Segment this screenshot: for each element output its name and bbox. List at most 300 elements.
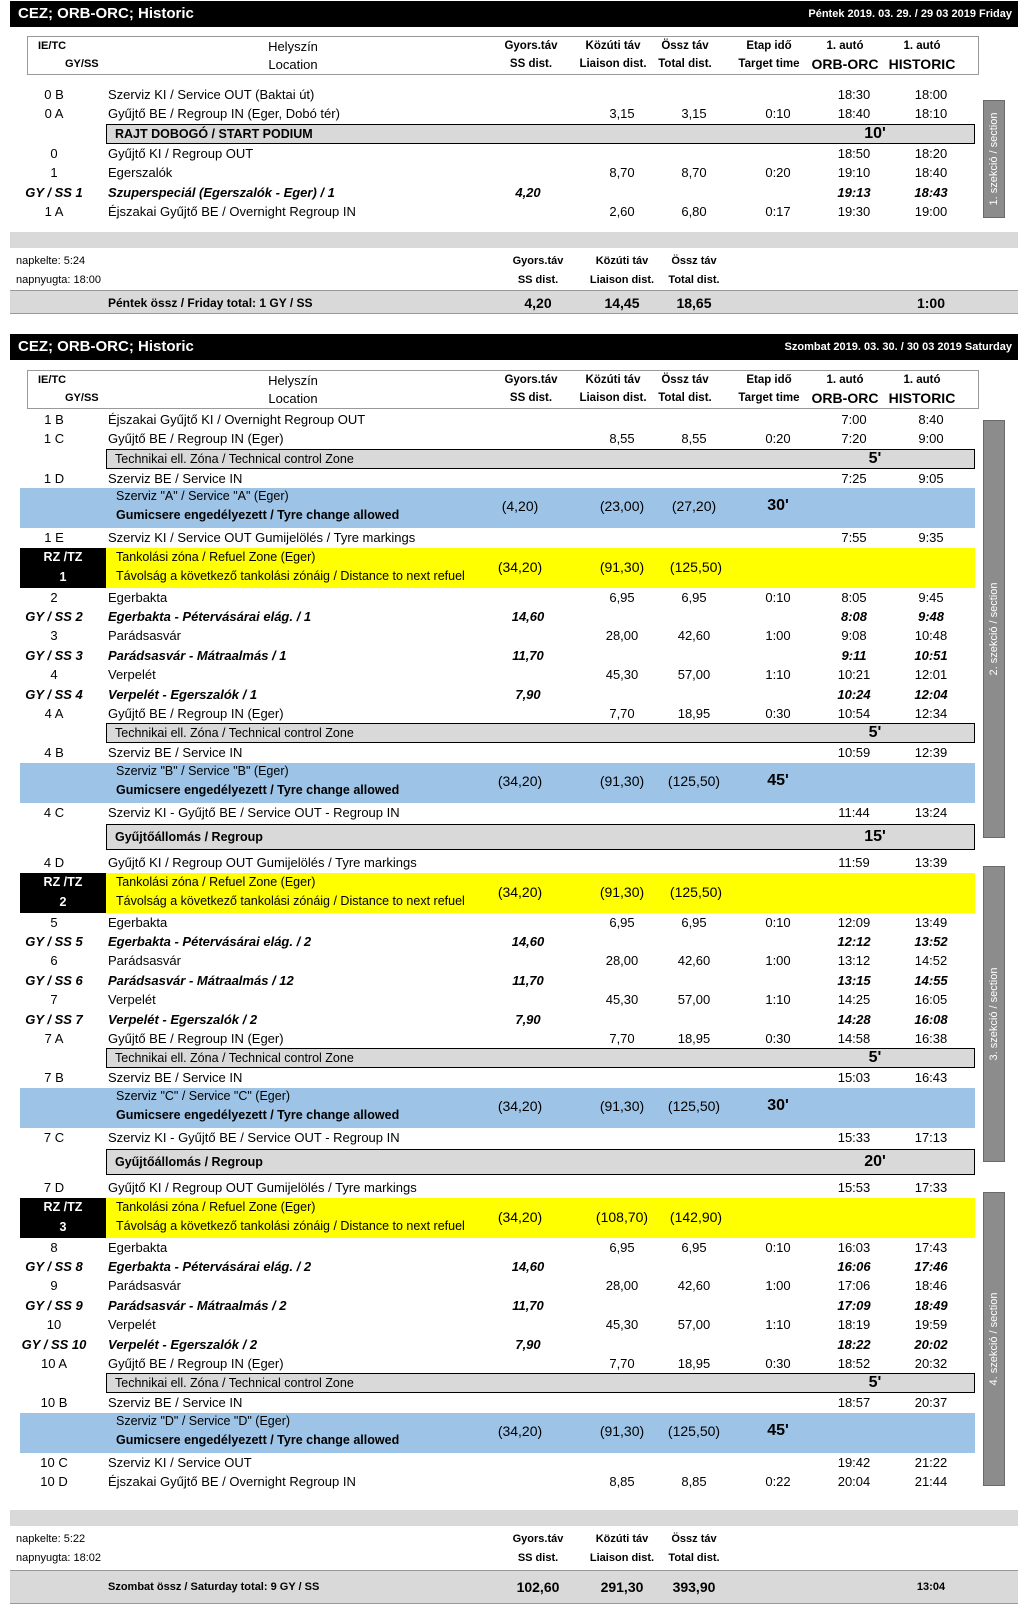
zone-label: Technikai ell. Zóna / Technical control Zone xyxy=(115,1051,354,1066)
ft-li-hu: Közúti táv xyxy=(595,1533,649,1545)
service-total-dist: (27,20) xyxy=(671,498,717,515)
refuel-zone-label: Tankolási zóna / Refuel Zone (Eger) xyxy=(116,549,316,564)
time-control-row xyxy=(10,704,975,723)
hdr-a1-en: ORB-ORC xyxy=(811,56,879,72)
refuel-zone-label: Tankolási zóna / Refuel Zone (Eger) xyxy=(116,874,316,889)
zone-label: Gyűjtőállomás / Regroup xyxy=(115,1155,263,1170)
service-total-dist: (125,50) xyxy=(667,1422,721,1439)
historic-time: 14:52 xyxy=(914,953,948,969)
total-distance: 6,80 xyxy=(681,204,707,219)
historic-time: 18:20 xyxy=(914,145,948,161)
friday-total-bar xyxy=(10,290,1018,314)
time-control-row xyxy=(10,1315,975,1334)
ft-li-en: Liaison dist. xyxy=(589,274,655,286)
location: Gyűjtő BE / Regroup IN (Eger, Dobó tér) xyxy=(108,106,340,122)
time-control-row xyxy=(10,410,975,429)
tc-code: GY / SS 6 xyxy=(25,972,83,988)
historic-time: 9:00 xyxy=(918,431,944,447)
liaison-distance: 28,00 xyxy=(605,628,639,644)
total-distance: 18,95 xyxy=(677,1356,711,1371)
ss-distance: 7,90 xyxy=(515,1011,541,1027)
control-zone-row xyxy=(106,124,975,144)
orb-orc-time: 19:30 xyxy=(837,204,871,219)
saturday-title-bar xyxy=(10,334,1018,360)
time-control-row xyxy=(10,1029,975,1048)
ss-distance: 4,20 xyxy=(515,184,541,200)
saturday-total-ss: 102,60 xyxy=(516,1579,560,1595)
tyre-change-label: Gumicsere engedélyezett / Tyre change allowed xyxy=(116,1107,400,1122)
orb-orc-time: 12:09 xyxy=(837,914,871,930)
hdr-li-hu: Közúti táv xyxy=(585,40,641,52)
historic-time: 18:43 xyxy=(914,184,948,200)
orb-orc-time: 10:59 xyxy=(837,745,871,761)
target-time: 0:10 xyxy=(765,1239,791,1255)
total-distance: 8,55 xyxy=(681,431,707,447)
target-time: 1:00 xyxy=(765,953,791,969)
hdr-tc: IE/TC xyxy=(38,374,67,386)
refuel-zone-number: 1 xyxy=(59,569,67,584)
refuel-zone-row xyxy=(20,548,975,588)
historic-time: 12:39 xyxy=(914,745,948,761)
time-control-row xyxy=(10,429,975,448)
liaison-distance: 8,55 xyxy=(609,431,635,447)
location: Egerbakta xyxy=(108,1239,168,1255)
service-ss-dist: (34,20) xyxy=(497,1422,543,1439)
refuel-liaison-dist: (91,30) xyxy=(599,558,645,575)
tc-code: 8 xyxy=(50,1239,58,1255)
time-control-row xyxy=(10,1178,975,1197)
orb-orc-time: 8:05 xyxy=(841,589,867,605)
special-stage-row xyxy=(10,971,975,990)
orb-orc-time: 18:40 xyxy=(837,106,871,122)
tc-code: 9 xyxy=(50,1278,58,1294)
orb-orc-time: 18:52 xyxy=(837,1356,871,1371)
refuel-ss-dist: (34,20) xyxy=(497,558,543,575)
location: Szerviz KI / Service OUT (Baktai út) xyxy=(108,87,315,102)
total-distance: 42,60 xyxy=(677,953,711,969)
saturday-section-label-4: 4. szekció / section xyxy=(988,1292,1000,1386)
refuel-zone-row xyxy=(20,873,975,913)
ft-ss-en: SS dist. xyxy=(517,274,559,286)
ft-ss-en: SS dist. xyxy=(517,1552,559,1564)
service-label: Szerviz "A" / Service "A" (Eger) xyxy=(116,489,289,504)
total-distance: 57,00 xyxy=(677,667,711,683)
total-distance: 42,60 xyxy=(677,1278,711,1294)
orb-orc-time: 11:59 xyxy=(838,855,870,871)
refuel-zone-number: 2 xyxy=(59,894,67,909)
hdr-tc: IE/TC xyxy=(38,40,67,52)
historic-time: 14:55 xyxy=(914,972,948,988)
service-duration: 30' xyxy=(767,497,789,515)
time-control-row xyxy=(10,1276,975,1295)
tc-code: 7 D xyxy=(43,1180,65,1196)
ss-distance: 7,90 xyxy=(515,1336,541,1352)
hdr-ss-en: SS dist. xyxy=(509,392,553,404)
total-distance: 3,15 xyxy=(681,106,707,122)
special-stage-row xyxy=(10,646,975,665)
orb-orc-time: 10:21 xyxy=(837,667,871,683)
tc-code: GY / SS 10 xyxy=(21,1336,87,1352)
saturday-sunrise: napkelte: 5:22 xyxy=(16,1533,86,1545)
time-control-row xyxy=(10,803,975,822)
location: Verpelét - Egerszalók / 2 xyxy=(108,1011,258,1027)
service-duration: 30' xyxy=(767,1096,789,1114)
historic-time: 16:05 xyxy=(914,992,948,1008)
target-time: 0:30 xyxy=(765,1356,791,1371)
tc-code: 0 xyxy=(50,145,58,161)
special-stage-row xyxy=(10,183,975,202)
refuel-ss-dist: (34,20) xyxy=(497,1208,543,1225)
ss-distance: 7,90 xyxy=(515,686,541,702)
saturday-section-bar-3 xyxy=(983,866,1005,1162)
ft-li-en: Liaison dist. xyxy=(589,1552,655,1564)
friday-title-bar xyxy=(10,1,1018,27)
service-duration: 45' xyxy=(767,771,789,789)
time-control-row xyxy=(10,1354,975,1373)
orb-orc-time: 7:55 xyxy=(841,530,867,546)
location: Szerviz KI - Gyűjtő BE / Service OUT - Regroup IN xyxy=(108,1129,400,1145)
zone-duration: 10' xyxy=(864,124,886,142)
historic-time: 10:48 xyxy=(914,628,948,644)
tc-code: 3 xyxy=(50,628,58,644)
target-time: 0:10 xyxy=(765,589,791,605)
historic-time: 18:00 xyxy=(914,87,948,102)
location: Verpelét xyxy=(108,667,156,683)
ss-distance: 11,70 xyxy=(512,647,544,663)
ft-to-hu: Össz táv xyxy=(671,255,717,267)
service-liaison-dist: (91,30) xyxy=(599,1097,645,1114)
target-time: 1:10 xyxy=(765,992,791,1008)
orb-orc-time: 7:00 xyxy=(841,412,867,427)
special-stage-row xyxy=(10,607,975,626)
target-time: 0:17 xyxy=(765,204,791,219)
tc-code: 4 xyxy=(50,667,58,683)
historic-time: 9:35 xyxy=(918,530,944,546)
historic-time: 18:49 xyxy=(914,1297,948,1313)
historic-time: 10:51 xyxy=(914,647,948,663)
location: Szerviz KI - Gyűjtő BE / Service OUT - Regroup IN xyxy=(108,804,400,820)
liaison-distance: 7,70 xyxy=(609,706,635,721)
orb-orc-time: 15:03 xyxy=(837,1070,871,1086)
tc-code: 4 C xyxy=(43,804,65,820)
zone-duration: 15' xyxy=(864,828,886,846)
service-liaison-dist: (91,30) xyxy=(599,772,645,789)
tc-code: 0 B xyxy=(44,87,64,102)
saturday-column-header xyxy=(27,370,979,409)
location: Gyűjtő BE / Regroup IN (Eger) xyxy=(108,431,284,447)
target-time: 0:30 xyxy=(765,706,791,721)
location: Szuperspeciál (Egerszalók - Eger) / 1 xyxy=(108,184,335,200)
refuel-distance-label: Távolság a következő tankolási zónáig / Distance to next refuel xyxy=(116,568,465,583)
hdr-ss-hu: Gyors.táv xyxy=(504,40,558,52)
historic-time: 19:59 xyxy=(914,1317,948,1333)
location: Gyűjtő BE / Regroup IN (Eger) xyxy=(108,1031,284,1046)
time-control-row xyxy=(10,469,975,488)
location: Gyűjtő KI / Regroup OUT xyxy=(108,145,254,161)
friday-section-bar xyxy=(983,100,1005,218)
service-row xyxy=(20,763,975,803)
liaison-distance: 7,70 xyxy=(609,1356,635,1371)
friday-total-time: 1:00 xyxy=(916,295,946,311)
tc-code: 4 D xyxy=(43,855,65,871)
location: Parádsasvár - Mátraalmás / 1 xyxy=(108,647,287,663)
saturday-section-bar-2 xyxy=(983,420,1005,838)
ft-to-en: Total dist. xyxy=(668,274,720,286)
time-control-row xyxy=(10,1393,975,1412)
control-zone-row xyxy=(106,1048,975,1068)
service-row xyxy=(20,1088,975,1128)
hdr-a1-en: ORB-ORC xyxy=(811,390,879,406)
refuel-zone-code: RZ /TZ xyxy=(43,549,83,564)
total-distance: 18,95 xyxy=(677,706,711,721)
hdr-gyss: GY/SS xyxy=(65,58,99,70)
friday-section-label: 1. szekció / section xyxy=(988,112,1000,206)
orb-orc-time: 18:22 xyxy=(837,1336,871,1352)
hdr-li-en: Liaison dist. xyxy=(579,392,647,404)
tc-code: GY / SS 1 xyxy=(25,184,83,200)
zone-label: Technikai ell. Zóna / Technical control Zone xyxy=(115,451,354,466)
tc-code: GY / SS 2 xyxy=(25,609,83,624)
liaison-distance: 6,95 xyxy=(609,589,635,605)
saturday-total-to: 393,90 xyxy=(672,1579,716,1595)
service-label: Szerviz "B" / Service "B" (Eger) xyxy=(116,763,289,778)
total-distance: 6,95 xyxy=(681,914,707,930)
ft-ss-hu: Gyors.táv xyxy=(512,1533,564,1545)
liaison-distance: 2,60 xyxy=(609,204,635,219)
saturday-section-label-2: 2. szekció / section xyxy=(988,582,1000,676)
location: Verpelét - Egerszalók / 2 xyxy=(108,1336,258,1352)
orb-orc-time: 16:06 xyxy=(837,1259,871,1274)
tc-code: 7 A xyxy=(44,1031,64,1046)
historic-time: 19:00 xyxy=(914,204,948,219)
friday-total-li: 14,45 xyxy=(604,295,640,311)
orb-orc-time: 17:09 xyxy=(837,1297,871,1313)
tc-code: 7 B xyxy=(44,1070,64,1086)
orb-orc-time: 12:12 xyxy=(837,934,871,949)
tc-code: 1 C xyxy=(43,431,65,447)
tyre-change-label: Gumicsere engedélyezett / Tyre change allowed xyxy=(116,1432,400,1447)
total-distance: 57,00 xyxy=(677,1317,711,1333)
hdr-to-hu: Össz táv xyxy=(661,374,709,386)
total-distance: 6,95 xyxy=(681,1239,707,1255)
historic-time: 12:34 xyxy=(914,706,948,721)
location: Szerviz KI / Service OUT xyxy=(108,1454,252,1470)
tc-code: GY / SS 5 xyxy=(25,934,83,949)
tc-code: 1 D xyxy=(43,470,65,486)
tc-code: 4 A xyxy=(44,706,64,721)
historic-time: 16:38 xyxy=(914,1031,948,1046)
target-time: 1:10 xyxy=(765,1317,791,1333)
tc-code: 2 xyxy=(50,589,58,605)
zone-duration: 5' xyxy=(868,449,882,467)
location: Parádsasvár xyxy=(108,953,181,969)
hdr-a2-hu: 1. autó xyxy=(903,374,941,386)
tc-code: 4 B xyxy=(44,745,64,761)
orb-orc-time: 10:54 xyxy=(837,706,871,721)
tc-code: GY / SS 9 xyxy=(25,1297,83,1313)
target-time: 1:10 xyxy=(765,667,791,683)
service-total-dist: (125,50) xyxy=(667,772,721,789)
refuel-zone-code: RZ /TZ xyxy=(43,874,83,889)
historic-time: 17:46 xyxy=(914,1259,948,1274)
zone-duration: 20' xyxy=(864,1153,886,1171)
historic-time: 18:10 xyxy=(914,106,948,122)
tc-code: GY / SS 7 xyxy=(25,1011,83,1027)
tc-code: 1 A xyxy=(44,204,64,219)
hdr-ss-hu: Gyors.táv xyxy=(504,374,558,386)
ss-distance: 11,70 xyxy=(512,1297,544,1313)
time-control-row xyxy=(10,1472,975,1491)
historic-time: 21:22 xyxy=(914,1454,948,1470)
location: Parádsasvár - Mátraalmás / 2 xyxy=(108,1297,287,1313)
orb-orc-time: 14:25 xyxy=(837,992,871,1008)
location: Verpelét - Egerszalók / 1 xyxy=(108,686,258,702)
liaison-distance: 8,70 xyxy=(609,165,635,181)
historic-time: 13:39 xyxy=(914,855,948,871)
orb-orc-time: 14:28 xyxy=(837,1011,871,1027)
tc-code: GY / SS 8 xyxy=(25,1259,83,1274)
liaison-distance: 7,70 xyxy=(609,1031,635,1046)
refuel-distance-label: Távolság a következő tankolási zónáig / Distance to next refuel xyxy=(116,1218,465,1233)
hdr-li-hu: Közúti táv xyxy=(585,374,641,386)
refuel-zone-label: Tankolási zóna / Refuel Zone (Eger) xyxy=(116,1199,316,1214)
special-stage-row xyxy=(10,1296,975,1315)
historic-time: 12:04 xyxy=(914,686,948,702)
liaison-distance: 45,30 xyxy=(605,667,639,683)
location: Szerviz BE / Service IN xyxy=(108,470,243,486)
saturday-footer xyxy=(10,1532,1018,1568)
target-time: 0:30 xyxy=(765,1031,791,1046)
tc-code: 10 A xyxy=(40,1356,68,1371)
orb-orc-time: 11:44 xyxy=(838,804,870,820)
refuel-zone-badge xyxy=(20,1198,106,1238)
location: Egerbakta - Pétervásárai elág. / 2 xyxy=(108,934,312,949)
orb-orc-time: 15:33 xyxy=(837,1129,871,1145)
time-control-row xyxy=(10,853,975,872)
location: Parádsasvár xyxy=(108,1278,181,1294)
hdr-tt-en: Target time xyxy=(738,392,800,404)
ss-distance: 14,60 xyxy=(511,1259,545,1274)
orb-orc-time: 19:42 xyxy=(837,1454,871,1470)
liaison-distance: 6,95 xyxy=(609,914,635,930)
tc-code: 10 D xyxy=(40,1474,68,1490)
orb-orc-time: 14:58 xyxy=(837,1031,871,1046)
hdr-a2-en: HISTORIC xyxy=(888,56,956,72)
saturday-title: CEZ; ORB-ORC; Historic xyxy=(18,338,194,355)
historic-time: 13:49 xyxy=(914,914,948,930)
refuel-total-dist: (142,90) xyxy=(669,1208,723,1225)
tc-code: 1 xyxy=(50,165,58,181)
time-control-row xyxy=(10,990,975,1009)
location: Szerviz BE / Service IN xyxy=(108,745,243,761)
time-control-row xyxy=(10,528,975,547)
target-time: 0:20 xyxy=(765,431,791,447)
saturday-section-label-3: 3. szekció / section xyxy=(988,967,1000,1061)
time-control-row xyxy=(10,951,975,970)
saturday-total-li: 291,30 xyxy=(600,1579,644,1595)
location: Gyűjtő KI / Regroup OUT Gumijelölés / Tyre markings xyxy=(108,1180,417,1196)
ss-distance: 11,70 xyxy=(512,972,544,988)
time-control-row xyxy=(10,163,975,182)
historic-time: 13:52 xyxy=(914,934,948,949)
saturday-total-time: 13:04 xyxy=(916,1581,946,1593)
historic-time: 9:48 xyxy=(917,609,945,624)
target-time: 0:20 xyxy=(765,165,791,181)
service-liaison-dist: (91,30) xyxy=(599,1422,645,1439)
location: Éjszakai Gyűjtő BE / Overnight Regroup IN xyxy=(108,204,356,219)
zone-label: Technikai ell. Zóna / Technical control Zone xyxy=(115,726,354,741)
time-control-row xyxy=(10,1453,975,1472)
service-label: Szerviz "C" / Service "C" (Eger) xyxy=(116,1088,291,1103)
service-total-dist: (125,50) xyxy=(667,1097,721,1114)
location: Szerviz BE / Service IN xyxy=(108,1395,243,1411)
tc-code: 7 xyxy=(50,992,58,1008)
tc-code: 6 xyxy=(50,953,58,969)
hdr-tt-hu: Etap idő xyxy=(746,40,792,52)
historic-time: 18:40 xyxy=(914,165,948,181)
service-liaison-dist: (23,00) xyxy=(599,498,645,515)
liaison-distance: 45,30 xyxy=(605,1317,639,1333)
location: Szerviz KI / Service OUT Gumijelölés / Tyre markings xyxy=(108,530,416,546)
refuel-zone-badge xyxy=(20,873,106,913)
service-ss-dist: (34,20) xyxy=(497,1097,543,1114)
historic-time: 9:05 xyxy=(918,470,944,486)
liaison-distance: 8,85 xyxy=(609,1474,635,1490)
orb-orc-time: 13:12 xyxy=(837,953,871,969)
orb-orc-time: 19:13 xyxy=(837,184,871,200)
saturday-separator xyxy=(10,1510,1018,1526)
service-ss-dist: (34,20) xyxy=(497,772,543,789)
tc-code: 1 B xyxy=(44,412,64,427)
target-time: 0:10 xyxy=(765,106,791,122)
historic-time: 16:08 xyxy=(914,1011,948,1027)
control-zone-row xyxy=(106,1149,975,1175)
friday-separator xyxy=(10,232,1018,248)
location: Gyűjtő BE / Regroup IN (Eger) xyxy=(108,706,284,721)
hdr-tt-en: Target time xyxy=(738,58,800,70)
time-control-row xyxy=(10,743,975,762)
saturday-sunset: napnyugta: 18:02 xyxy=(16,1552,102,1564)
hdr-gyss: GY/SS xyxy=(65,392,99,404)
refuel-liaison-dist: (91,30) xyxy=(599,883,645,900)
tc-code: GY / SS 3 xyxy=(25,647,83,663)
orb-orc-time: 10:24 xyxy=(837,686,871,702)
zone-duration: 5' xyxy=(868,1374,882,1392)
special-stage-row xyxy=(10,685,975,704)
refuel-distance-label: Távolság a következő tankolási zónáig / Distance to next refuel xyxy=(116,893,465,908)
ft-li-hu: Közúti táv xyxy=(595,255,649,267)
location: Egerbakta - Pétervásárai elág. / 2 xyxy=(108,1259,312,1274)
friday-total-ss: 4,20 xyxy=(524,295,552,311)
time-control-row xyxy=(10,665,975,684)
refuel-zone-code: RZ /TZ xyxy=(43,1199,83,1214)
orb-orc-time: 17:06 xyxy=(837,1278,871,1294)
location: Parádsasvár xyxy=(108,628,181,644)
tc-code: 7 C xyxy=(43,1129,65,1145)
orb-orc-time: 9:08 xyxy=(841,628,867,644)
orb-orc-time: 7:25 xyxy=(841,470,867,486)
location: Éjszakai Gyűjtő BE / Overnight Regroup IN xyxy=(108,1474,356,1490)
historic-time: 12:01 xyxy=(914,667,948,683)
time-control-row xyxy=(10,913,975,932)
zone-duration: 5' xyxy=(868,724,882,742)
hdr-a2-hu: 1. autó xyxy=(903,40,941,52)
special-stage-row xyxy=(10,1257,975,1276)
location: Éjszakai Gyűjtő KI / Overnight Regroup OUT xyxy=(108,412,366,427)
location: Egerbakta xyxy=(108,914,168,930)
time-control-row xyxy=(10,104,975,123)
hdr-a2-en: HISTORIC xyxy=(888,390,956,406)
